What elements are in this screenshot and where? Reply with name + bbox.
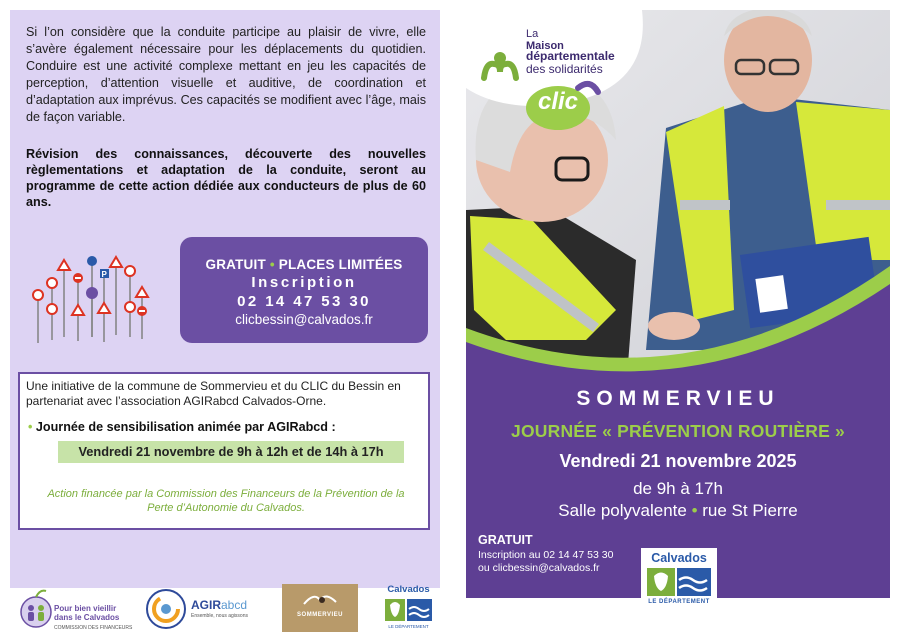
agir-brand-main: AGIR: [191, 598, 221, 612]
free-places-line: [180, 257, 428, 272]
registration-email-line[interactable]: ou clicbessin@calvados.fr: [478, 562, 600, 574]
calvados-emblem-icon: [381, 597, 436, 623]
calvados-name-small: Calvados: [387, 584, 430, 595]
calvados-name: Calvados: [651, 551, 707, 565]
clic-wordmark: clic: [537, 88, 579, 115]
intro-paragraph: Si l’on considère que la conduite participe au plaisir de vivre, elle s’avère également nécessaire pour les déplacements du quotidien. Conduire est une activité complexe mettant en jeu les capacités de perception, d’attention visuelle et auditive, de coordination et d’adaptation aux imprévus. Ces capacités se modifient avec l’âge, mais de façon variable.: [26, 25, 426, 124]
svg-text:P: P: [101, 270, 107, 279]
funding-note: Action financée par la Commission des Financeurs de la Prévention de la Perte d’Autonomie du Calvados.: [47, 488, 405, 514]
partner-logos: [0, 584, 450, 636]
left-panel: [10, 10, 440, 588]
journee-text: Journée de sensibilisation animée par AGIRabcd :: [35, 420, 336, 434]
bird-icon: [300, 590, 340, 610]
calvados-dep-small: LE DÉPARTEMENT: [388, 624, 429, 629]
venue-hall: Salle polyvalente: [558, 501, 687, 520]
event-venue: [466, 501, 890, 521]
agir-brand-suffix: abcd: [221, 598, 248, 612]
agir-circle-icon: [145, 586, 187, 632]
mds-maison: Maison: [526, 40, 564, 52]
agirabcd-logo: [145, 584, 255, 632]
venue-street: rue St Pierre: [702, 501, 798, 520]
town-title: SOMMERVIEU: [576, 387, 780, 410]
calvados-logo: [641, 548, 717, 610]
registration-box: [180, 237, 428, 343]
email-address[interactable]: clicbessin@calvados.fr: [235, 312, 373, 327]
event-title: JOURNÉE « PRÉVENTION ROUTIÈRE »: [511, 421, 845, 441]
free-label: GRATUIT: [205, 257, 266, 272]
clic-badge: [524, 78, 592, 128]
initiative-box: [18, 372, 430, 530]
venue-separator: •: [691, 501, 698, 520]
calvados-logo-small: [381, 584, 436, 632]
apple-people-icon: [18, 586, 54, 632]
event-date: Vendredi 21 novembre 2025: [559, 451, 797, 471]
calvados-emblem-icon: [641, 567, 717, 597]
journee-line: [28, 420, 336, 434]
sommervieu-logo: [282, 584, 358, 632]
bien-vieillir-logo: [18, 584, 133, 632]
free-title: GRATUIT: [478, 533, 533, 547]
inscription-label: Inscription: [251, 274, 357, 291]
registration-phone-line[interactable]: Inscription au 02 14 47 53 30: [478, 549, 614, 561]
separator-dot: •: [269, 257, 275, 272]
program-paragraph: Révision des connaissances, découverte des nouvelles règlementations et adaptation de la conduite, seront au programme de cette action dédiée aux conducteurs de plus de 60 ans.: [26, 147, 426, 209]
initiative-text: Une initiative de la commune de Sommervieu et du CLIC du Bessin en partenariat avec l’association AGIRabcd Calvados-Orne.: [26, 379, 401, 408]
limited-places-label: PLACES LIMITÉES: [278, 257, 403, 272]
bien-vieillir-text: [54, 604, 134, 633]
mds-title-line2: départementale: [526, 49, 615, 63]
calvados-dep: LE DÉPARTEMENT: [648, 599, 710, 605]
schedule-highlight: Vendredi 21 novembre de 9h à 12h et de 14h à 17h: [58, 441, 404, 463]
bien-vieillir-label: Pour bien vieillir dans le Calvados: [54, 604, 120, 622]
agir-brand: [191, 598, 247, 612]
event-hours: de 9h à 17h: [633, 479, 723, 498]
phone-number[interactable]: 02 14 47 53 30: [237, 293, 371, 310]
sommervieu-wordmark: SOMMERVIEU: [297, 612, 343, 618]
bullet-dot: •: [28, 420, 33, 434]
commission-label: COMMISSION DES FINANCEURS: [54, 625, 133, 631]
agir-tagline: Ensemble, nous agissons: [191, 613, 248, 619]
mds-la: La: [526, 28, 539, 40]
mds-title-line3: des solidarités: [526, 62, 603, 76]
road-signs-icon: [30, 245, 160, 345]
